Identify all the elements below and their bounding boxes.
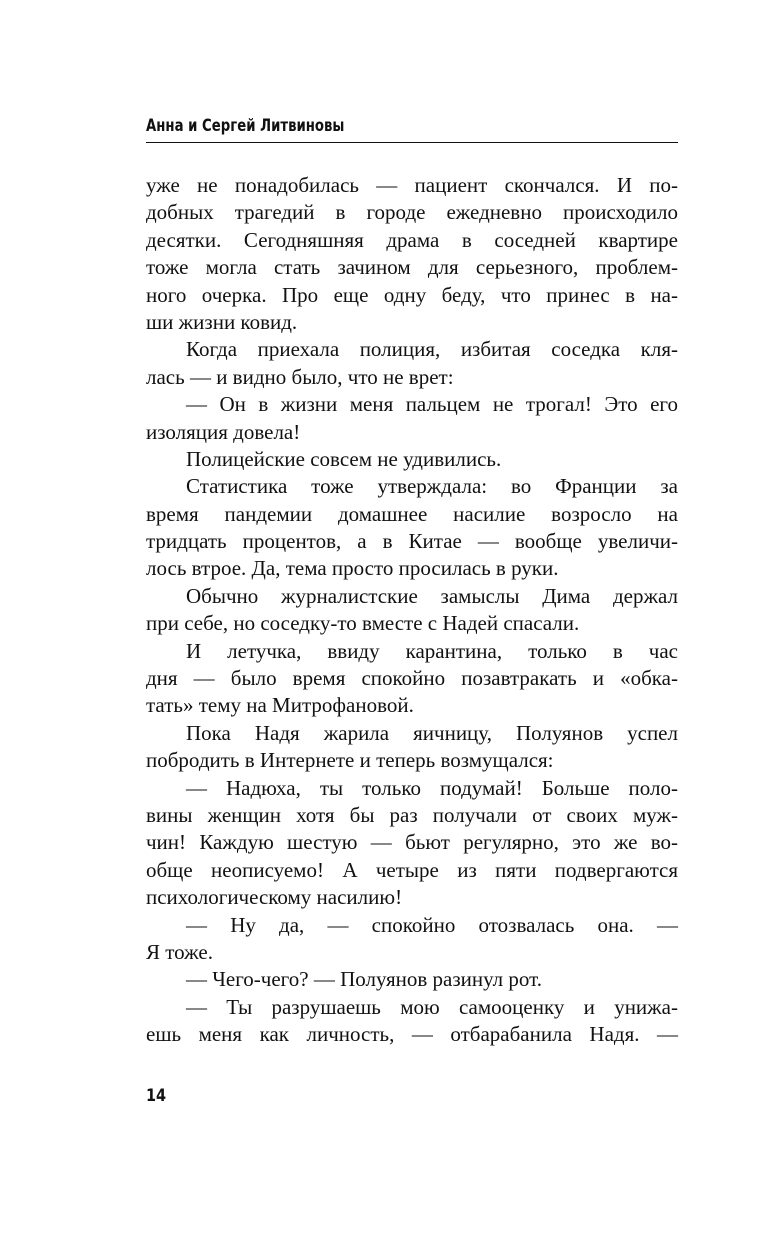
text-line: уже не понадобилась — пациент скончался. И по-: [146, 173, 678, 197]
text-line: вины женщин хотя бы раз получали от своих муж-: [146, 802, 678, 827]
text-line: Я тоже.: [146, 939, 213, 964]
text-line: — Он в жизни меня пальцем не трогал! Это его: [186, 392, 678, 417]
text-line: лось втрое. Да, тема просто просилась в руки.: [146, 556, 559, 581]
text-line: ного очерка. Про еще одну беду, что принес в на-: [146, 282, 678, 307]
text-line: Обычно журналистские замыслы Дима держал: [186, 583, 678, 608]
text-line: время пандемии домашнее насилие возросло на: [146, 501, 678, 526]
text-line: — Ты разрушаешь мою самооценку и унижа-: [186, 994, 678, 1019]
text-line: тоже могла стать зачином для серьезного, проблем-: [146, 255, 678, 280]
text-line: побродить в Интернете и теперь возмущался:: [146, 748, 554, 773]
text-line: ши жизни ковид.: [146, 309, 298, 334]
text-line: лась — и видно было, что не врет:: [146, 364, 454, 389]
text-line: Когда приехала полиция, избитая соседка кля-: [186, 337, 678, 362]
text-line: психологическому насилию!: [146, 885, 403, 910]
text-line: И летучка, ввиду карантина, только в час: [186, 638, 678, 663]
text-line: добных трагедий в городе ежедневно происходило: [146, 200, 678, 225]
body-text: [146, 172, 678, 1049]
text-line: дня — было время спокойно позавтракать и «обка-: [146, 666, 678, 691]
text-line: тать» тему на Митрофановой.: [146, 693, 414, 718]
page-number: 14: [146, 1086, 167, 1106]
running-header: Анна и Сергей Литвиновы: [146, 116, 345, 136]
text-line: чин! Каждую шестую — бьют регулярно, это же во-: [146, 830, 678, 855]
text-line: при себе, но соседку-то вместе с Надей спасали.: [146, 611, 580, 636]
text-line: Статистика тоже утверждала: во Франции за: [186, 474, 678, 499]
header-rule: [146, 142, 678, 143]
text-line: десятки. Сегодняшняя драма в соседней квартире: [146, 227, 678, 252]
text-line: ешь меня как личность, — отбарабанила Надя. —: [146, 1022, 678, 1047]
text-line: Пока Надя жарила яичницу, Полуянов успел: [186, 720, 678, 745]
text-line: — Надюха, ты только подумай! Больше поло-: [186, 775, 678, 800]
text-line: — Ну да, — спокойно отозвалась она. —: [186, 912, 678, 937]
text-line: Полицейские совсем не удивились.: [186, 446, 502, 471]
text-line: обще неописуемо! А четыре из пяти подвергаются: [146, 857, 678, 882]
text-line: изоляция довела!: [146, 419, 301, 444]
text-line: — Чего-чего? — Полуянов разинул рот.: [186, 967, 542, 992]
text-line: тридцать процентов, а в Китае — вообще увеличи-: [146, 529, 678, 554]
